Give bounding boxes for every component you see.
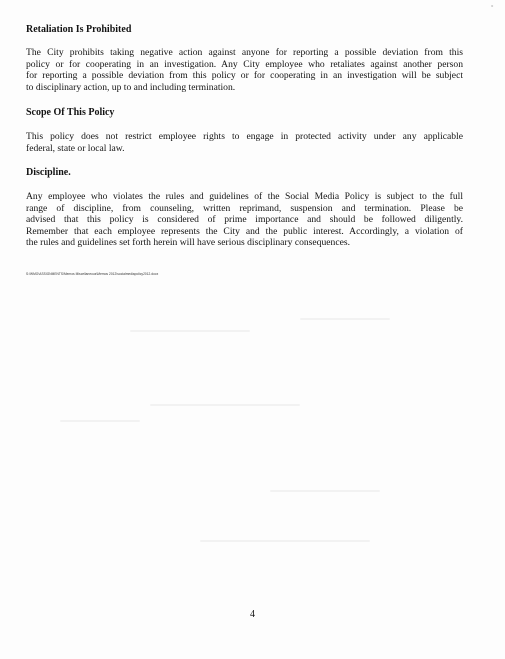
bleed-through-mark (60, 420, 140, 422)
corner-mark: ° (491, 5, 494, 11)
text-line: Remember that each employee represents the City and the public interest. Accordingly, a violation of (26, 225, 463, 237)
text-line: federal, state or local law. (26, 142, 125, 154)
text-line: Any employee who violates the rules and guidelines of the Social Media Policy is subject to the full (26, 191, 463, 202)
text-line: advised that this policy is considered of prime importance and should be followed diligently. (26, 214, 463, 226)
bleed-through-mark (270, 490, 380, 492)
page-number: 4 (250, 609, 255, 620)
paragraph-retaliation (26, 47, 463, 93)
text-line: This policy does not restrict employee rights to engage in protected activity under any applicable (26, 131, 463, 142)
text-line: range of discipline, from counseling, written reprimand, suspension and termination. Please be (26, 202, 463, 214)
text-line: The City prohibits taking negative action against anyone for reporting a possible deviation from this (26, 47, 463, 58)
bleed-through-mark (130, 330, 250, 332)
heading-scope: Scope Of This Policy (26, 107, 115, 118)
text-line: the rules and guidelines set forth herein will have serious disciplinary consequences. (26, 237, 350, 249)
text-line: policy or for cooperating in an investigation. Any City employee who retaliates against another person (26, 58, 463, 70)
paragraph-scope (26, 131, 463, 154)
text-line: for reporting a possible deviation from this policy or for cooperating in an investigation will be subject (26, 70, 463, 82)
text-line: to disciplinary action, up to and including termination. (26, 81, 236, 93)
file-path-footer: S:\WMO\ASSIGNMENTS\Memos Miscellaneous\Memos 2012\socialmediapolicy2012.docx (26, 272, 159, 276)
heading-retaliation: Retaliation Is Prohibited (26, 24, 132, 35)
heading-discipline: Discipline. (26, 167, 71, 178)
bleed-through-mark (200, 540, 370, 542)
bleed-through-mark (300, 318, 390, 320)
paragraph-discipline (26, 191, 463, 249)
bleed-through-mark (150, 404, 300, 406)
